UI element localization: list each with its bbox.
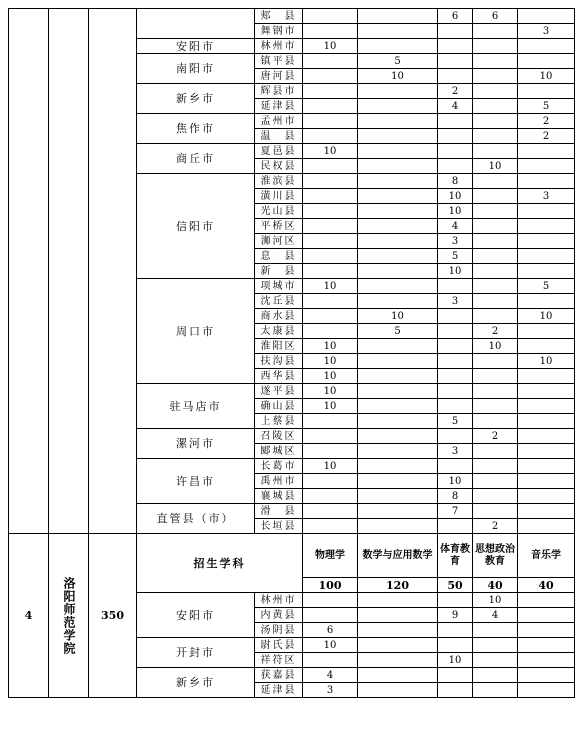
quota-cell <box>358 159 438 174</box>
quota-cell <box>473 354 518 369</box>
quota-cell: 4 <box>473 608 518 623</box>
quota-cell: 5 <box>438 414 473 429</box>
quota-cell: 2 <box>473 429 518 444</box>
quota-cell <box>303 219 358 234</box>
subject-name-cell: 数学与应用数学 <box>358 534 438 578</box>
quota-cell <box>473 504 518 519</box>
quota-cell: 10 <box>358 309 438 324</box>
quota-cell <box>358 653 438 668</box>
county-cell: 平桥区 <box>255 219 303 234</box>
quota-cell <box>518 444 575 459</box>
quota-cell <box>358 249 438 264</box>
quota-cell: 6 <box>303 623 358 638</box>
quota-cell <box>473 369 518 384</box>
table-row <box>9 9 575 24</box>
quota-cell: 2 <box>473 324 518 339</box>
quota-cell: 10 <box>438 204 473 219</box>
city-cell: 直管县（市） <box>137 504 255 534</box>
quota-cell <box>518 219 575 234</box>
quota-cell <box>358 279 438 294</box>
quota-cell: 2 <box>438 84 473 99</box>
quota-cell <box>358 189 438 204</box>
quota-cell <box>303 264 358 279</box>
quota-cell: 6 <box>473 9 518 24</box>
quota-cell: 3 <box>303 683 358 698</box>
quota-cell <box>303 129 358 144</box>
quota-cell <box>518 653 575 668</box>
quota-cell <box>518 294 575 309</box>
quota-cell: 3 <box>438 294 473 309</box>
quota-cell <box>358 474 438 489</box>
quota-cell <box>438 114 473 129</box>
quota-cell <box>358 174 438 189</box>
county-cell: 内黄县 <box>255 608 303 623</box>
county-cell: 西华县 <box>255 369 303 384</box>
quota-cell <box>438 144 473 159</box>
school-cell-empty <box>49 9 89 534</box>
quota-cell <box>518 54 575 69</box>
county-cell: 浉河区 <box>255 234 303 249</box>
quota-cell <box>473 279 518 294</box>
quota-cell <box>518 339 575 354</box>
quota-cell: 10 <box>438 189 473 204</box>
quota-cell <box>303 414 358 429</box>
quota-cell <box>358 504 438 519</box>
quota-cell <box>303 489 358 504</box>
quota-cell <box>518 399 575 414</box>
quota-cell <box>303 519 358 534</box>
quota-cell <box>358 354 438 369</box>
quota-cell <box>358 608 438 623</box>
county-cell: 光山县 <box>255 204 303 219</box>
quota-cell <box>518 384 575 399</box>
subject-name-cell: 物理学 <box>303 534 358 578</box>
quota-cell <box>438 39 473 54</box>
quota-cell: 10 <box>438 474 473 489</box>
quota-cell <box>358 339 438 354</box>
quota-cell <box>473 234 518 249</box>
quota-cell: 10 <box>303 354 358 369</box>
quota-cell <box>473 638 518 653</box>
quota-cell <box>473 459 518 474</box>
county-cell: 新 县 <box>255 264 303 279</box>
county-cell: 商水县 <box>255 309 303 324</box>
quota-cell <box>518 144 575 159</box>
county-cell: 襄城县 <box>255 489 303 504</box>
quota-cell: 10 <box>473 339 518 354</box>
quota-cell <box>473 653 518 668</box>
subject-total-cell: 40 <box>518 578 575 593</box>
county-cell: 镇平县 <box>255 54 303 69</box>
quota-cell <box>473 683 518 698</box>
index-cell-empty <box>9 9 49 534</box>
quota-cell <box>438 593 473 608</box>
county-cell: 长葛市 <box>255 459 303 474</box>
quota-cell <box>473 84 518 99</box>
quota-cell: 2 <box>518 129 575 144</box>
quota-cell <box>358 489 438 504</box>
county-cell: 禹州市 <box>255 474 303 489</box>
quota-cell <box>473 249 518 264</box>
quota-cell: 2 <box>518 114 575 129</box>
total-cell-empty <box>89 9 137 534</box>
quota-cell <box>518 504 575 519</box>
quota-cell <box>438 159 473 174</box>
quota-cell <box>518 429 575 444</box>
quota-cell <box>518 683 575 698</box>
county-cell: 项城市 <box>255 279 303 294</box>
county-cell: 上蔡县 <box>255 414 303 429</box>
quota-cell <box>438 429 473 444</box>
quota-cell <box>473 623 518 638</box>
quota-cell: 10 <box>303 399 358 414</box>
index-cell: 4 <box>9 534 49 698</box>
quota-cell <box>358 144 438 159</box>
quota-cell: 10 <box>303 279 358 294</box>
county-cell: 息 县 <box>255 249 303 264</box>
quota-cell <box>473 189 518 204</box>
quota-cell <box>518 159 575 174</box>
county-cell: 尉氏县 <box>255 638 303 653</box>
quota-cell <box>438 129 473 144</box>
quota-cell <box>358 219 438 234</box>
subject-total-cell: 40 <box>473 578 518 593</box>
quota-cell <box>473 489 518 504</box>
quota-cell <box>358 114 438 129</box>
quota-cell <box>303 99 358 114</box>
county-cell: 太康县 <box>255 324 303 339</box>
quota-cell: 10 <box>303 339 358 354</box>
quota-cell <box>303 504 358 519</box>
quota-cell <box>438 519 473 534</box>
quota-cell <box>473 174 518 189</box>
county-cell: 延津县 <box>255 683 303 698</box>
quota-cell <box>303 174 358 189</box>
quota-cell <box>358 294 438 309</box>
school-name-cell: 洛阳师范学院 <box>49 534 89 698</box>
quota-cell <box>473 69 518 84</box>
city-cell: 信阳市 <box>137 174 255 279</box>
quota-cell <box>473 24 518 39</box>
quota-cell <box>358 204 438 219</box>
county-cell: 召陵区 <box>255 429 303 444</box>
county-cell: 确山县 <box>255 399 303 414</box>
county-cell: 唐河县 <box>255 69 303 84</box>
quota-cell <box>358 519 438 534</box>
quota-cell: 10 <box>438 264 473 279</box>
quota-cell: 2 <box>473 519 518 534</box>
city-cell: 许昌市 <box>137 459 255 504</box>
city-cell: 驻马店市 <box>137 384 255 429</box>
quota-cell: 5 <box>518 279 575 294</box>
county-cell: 扶沟县 <box>255 354 303 369</box>
quota-cell <box>518 204 575 219</box>
quota-cell <box>518 369 575 384</box>
quota-cell <box>358 414 438 429</box>
quota-cell <box>473 144 518 159</box>
subject-header: 招生学科 <box>137 534 303 593</box>
quota-cell <box>358 129 438 144</box>
quota-cell <box>438 309 473 324</box>
quota-cell <box>438 279 473 294</box>
quota-cell <box>303 54 358 69</box>
quota-cell <box>303 204 358 219</box>
quota-cell: 4 <box>438 219 473 234</box>
city-cell: 南阳市 <box>137 54 255 84</box>
county-cell: 遂平县 <box>255 384 303 399</box>
quota-cell: 9 <box>438 608 473 623</box>
quota-cell <box>518 39 575 54</box>
city-cell-empty <box>137 9 255 39</box>
quota-cell <box>518 519 575 534</box>
quota-cell <box>303 474 358 489</box>
quota-cell <box>358 638 438 653</box>
quota-cell <box>518 234 575 249</box>
quota-cell: 3 <box>518 189 575 204</box>
subject-name-cell: 音乐学 <box>518 534 575 578</box>
quota-cell <box>303 309 358 324</box>
quota-cell <box>518 174 575 189</box>
quota-cell <box>473 294 518 309</box>
quota-cell: 8 <box>438 489 473 504</box>
county-cell: 夏邑县 <box>255 144 303 159</box>
city-cell: 新乡市 <box>137 84 255 114</box>
subject-total-cell: 50 <box>438 578 473 593</box>
quota-cell <box>303 189 358 204</box>
quota-cell <box>438 638 473 653</box>
quota-cell <box>303 294 358 309</box>
subject-name-cell: 体育教育 <box>438 534 473 578</box>
quota-cell: 3 <box>518 24 575 39</box>
county-cell: 淮滨县 <box>255 174 303 189</box>
quota-cell <box>438 384 473 399</box>
quota-cell <box>473 414 518 429</box>
quota-cell <box>518 9 575 24</box>
quota-cell: 7 <box>438 504 473 519</box>
city-cell: 安阳市 <box>137 39 255 54</box>
quota-cell <box>518 249 575 264</box>
quota-cell <box>303 429 358 444</box>
quota-cell: 10 <box>438 653 473 668</box>
county-cell: 林州市 <box>255 593 303 608</box>
quota-cell <box>473 309 518 324</box>
quota-cell <box>518 608 575 623</box>
county-cell: 民权县 <box>255 159 303 174</box>
quota-cell <box>518 84 575 99</box>
city-cell: 焦作市 <box>137 114 255 144</box>
quota-cell: 10 <box>358 69 438 84</box>
quota-cell: 10 <box>303 384 358 399</box>
quota-cell: 10 <box>303 144 358 159</box>
quota-cell <box>358 683 438 698</box>
quota-cell <box>438 339 473 354</box>
quota-cell <box>473 219 518 234</box>
quota-cell <box>303 324 358 339</box>
quota-cell: 5 <box>518 99 575 114</box>
quota-cell <box>358 429 438 444</box>
quota-cell <box>473 264 518 279</box>
quota-cell: 10 <box>518 354 575 369</box>
city-cell: 周口市 <box>137 279 255 384</box>
county-cell: 长垣县 <box>255 519 303 534</box>
quota-cell <box>358 84 438 99</box>
quota-cell <box>303 444 358 459</box>
quota-cell <box>473 39 518 54</box>
quota-cell <box>438 459 473 474</box>
subject-name-cell: 思想政治教育 <box>473 534 518 578</box>
quota-cell <box>473 474 518 489</box>
quota-cell <box>358 39 438 54</box>
county-cell: 延津县 <box>255 99 303 114</box>
quota-cell <box>438 24 473 39</box>
quota-cell <box>438 324 473 339</box>
quota-cell: 10 <box>473 159 518 174</box>
quota-cell <box>438 623 473 638</box>
quota-cell <box>438 54 473 69</box>
quota-cell <box>303 608 358 623</box>
quota-cell <box>358 399 438 414</box>
quota-cell <box>518 459 575 474</box>
city-cell: 新乡市 <box>137 668 255 698</box>
quota-cell <box>438 399 473 414</box>
quota-cell: 10 <box>303 638 358 653</box>
quota-cell: 10 <box>303 39 358 54</box>
quota-cell <box>358 264 438 279</box>
quota-cell <box>303 24 358 39</box>
quota-cell: 10 <box>303 369 358 384</box>
quota-cell <box>518 414 575 429</box>
quota-cell: 10 <box>518 309 575 324</box>
county-cell: 汤阴县 <box>255 623 303 638</box>
quota-cell <box>303 69 358 84</box>
quota-cell <box>518 668 575 683</box>
quota-cell <box>358 99 438 114</box>
county-cell: 郏 县 <box>255 9 303 24</box>
subject-total-cell: 100 <box>303 578 358 593</box>
quota-cell <box>303 653 358 668</box>
quota-cell: 10 <box>473 593 518 608</box>
city-cell: 漯河市 <box>137 429 255 459</box>
quota-cell <box>303 249 358 264</box>
quota-cell: 5 <box>438 249 473 264</box>
quota-cell <box>358 623 438 638</box>
quota-cell <box>303 593 358 608</box>
quota-cell: 6 <box>438 9 473 24</box>
subject-total-cell: 120 <box>358 578 438 593</box>
quota-cell <box>358 459 438 474</box>
quota-cell <box>303 159 358 174</box>
quota-cell <box>438 369 473 384</box>
county-cell: 祥符区 <box>255 653 303 668</box>
quota-cell <box>358 444 438 459</box>
quota-cell <box>303 9 358 24</box>
quota-cell <box>473 668 518 683</box>
quota-cell: 3 <box>438 444 473 459</box>
county-cell: 沈丘县 <box>255 294 303 309</box>
quota-cell <box>473 54 518 69</box>
quota-cell <box>518 638 575 653</box>
quota-cell: 8 <box>438 174 473 189</box>
quota-cell: 10 <box>303 459 358 474</box>
quota-cell: 5 <box>358 54 438 69</box>
county-cell: 潢川县 <box>255 189 303 204</box>
quota-cell <box>303 114 358 129</box>
enrollment-quota-table <box>8 8 575 698</box>
quota-cell <box>473 204 518 219</box>
quota-cell <box>358 668 438 683</box>
county-cell: 孟州市 <box>255 114 303 129</box>
city-cell: 商丘市 <box>137 144 255 174</box>
quota-cell <box>303 234 358 249</box>
quota-cell <box>518 324 575 339</box>
quota-cell <box>473 444 518 459</box>
quota-cell <box>473 129 518 144</box>
county-cell: 淮阳区 <box>255 339 303 354</box>
quota-cell <box>438 354 473 369</box>
county-cell: 滑 县 <box>255 504 303 519</box>
quota-cell <box>358 234 438 249</box>
quota-cell <box>438 668 473 683</box>
quota-cell: 3 <box>438 234 473 249</box>
city-cell: 开封市 <box>137 638 255 668</box>
quota-cell <box>438 69 473 84</box>
quota-cell <box>518 623 575 638</box>
quota-cell <box>518 593 575 608</box>
quota-cell <box>518 489 575 504</box>
quota-cell: 4 <box>303 668 358 683</box>
quota-cell: 10 <box>518 69 575 84</box>
quota-cell <box>438 683 473 698</box>
county-cell: 舞钢市 <box>255 24 303 39</box>
quota-cell <box>473 384 518 399</box>
quota-cell <box>473 399 518 414</box>
quota-cell <box>473 114 518 129</box>
county-cell: 林州市 <box>255 39 303 54</box>
quota-cell <box>303 84 358 99</box>
quota-cell: 5 <box>358 324 438 339</box>
quota-cell <box>518 474 575 489</box>
county-cell: 获嘉县 <box>255 668 303 683</box>
quota-cell <box>473 99 518 114</box>
city-cell: 安阳市 <box>137 593 255 638</box>
quota-cell <box>358 369 438 384</box>
quota-cell <box>358 593 438 608</box>
quota-cell <box>518 264 575 279</box>
quota-cell <box>358 24 438 39</box>
county-cell: 温 县 <box>255 129 303 144</box>
subject-header-row <box>9 534 575 578</box>
county-cell: 郾城区 <box>255 444 303 459</box>
quota-cell <box>358 9 438 24</box>
county-cell: 辉县市 <box>255 84 303 99</box>
quota-cell: 4 <box>438 99 473 114</box>
total-cell: 350 <box>89 534 137 698</box>
quota-cell <box>358 384 438 399</box>
